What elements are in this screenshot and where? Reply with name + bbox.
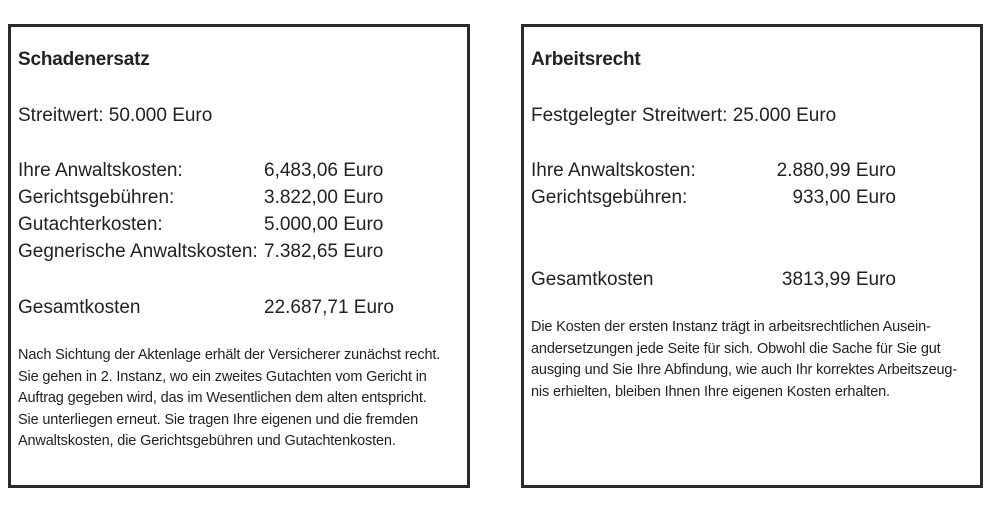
explanation-text: Nach Sichtung der Aktenlage erhält der Versicherer zunächst recht. Sie gehen in 2. Instanz, wo ein zweites Gutachten vom Gericht in Auftrag gegeben wird, das im Wesentlichen dem alten entspricht. Sie unterliegen erneut. Sie tragen Ihre eigenen und die fremden Anwaltskosten, die Gerichtsgebühren und Gutachtenkosten. xyxy=(18,347,441,449)
cost-value: 933,00 Euro xyxy=(792,187,896,208)
cost-label: Gegnerische Anwaltskosten: xyxy=(18,241,258,262)
cost-row-gerichtsgebuehren xyxy=(18,187,458,214)
cost-value: 5.000,00 Euro xyxy=(264,214,384,235)
cost-label: Ihre Anwaltskosten: xyxy=(18,160,183,181)
cost-row-gegnerische-anwaltskosten xyxy=(18,241,458,268)
cost-label: Gerichtsgebühren: xyxy=(18,187,175,208)
cost-row-gerichtsgebuehren xyxy=(531,187,971,214)
streitwert-text: Streitwert: 50.000 Euro xyxy=(18,105,213,126)
streitwert-text: Festgelegter Streitwert: 25.000 Euro xyxy=(531,105,837,126)
total-row xyxy=(18,297,458,324)
cost-value: 6,483,06 Euro xyxy=(264,160,384,181)
cost-label: Gutachterkosten: xyxy=(18,214,163,235)
cost-value: 7.382,65 Euro xyxy=(264,241,384,262)
cost-label: Ihre Anwaltskosten: xyxy=(531,160,696,181)
cost-label: Gerichtsgebühren: xyxy=(531,187,688,208)
explanation-text: Die Kosten der ersten Instanz trägt in arbeitsrechtlichen Ausein- andersetzungen jede Seite für sich. Obwohl die Sache für Sie gut ausging und Sie Ihre Abfindung, wie auch Ihr korrektes Arbeitszeug- nis erhielten, bleiben Ihnen Ihre eigenen Kosten erhalten. xyxy=(531,319,958,400)
cost-row-anwaltskosten xyxy=(531,160,971,187)
cost-row-anwaltskosten xyxy=(18,160,458,187)
total-label: Gesamtkosten xyxy=(531,269,654,290)
cost-row-gutachterkosten xyxy=(18,214,458,241)
total-value: 22.687,71 Euro xyxy=(264,297,394,318)
case-box-schadenersatz xyxy=(8,24,470,488)
total-row xyxy=(531,269,971,296)
cost-value: 2.880,99 Euro xyxy=(776,160,896,181)
box-title: Arbeitsrecht xyxy=(531,49,641,70)
total-label: Gesamtkosten xyxy=(18,297,141,318)
case-box-arbeitsrecht xyxy=(521,24,983,488)
cost-value: 3.822,00 Euro xyxy=(264,187,384,208)
box-title: Schadenersatz xyxy=(18,49,150,70)
total-value: 3813,99 Euro xyxy=(781,269,896,290)
